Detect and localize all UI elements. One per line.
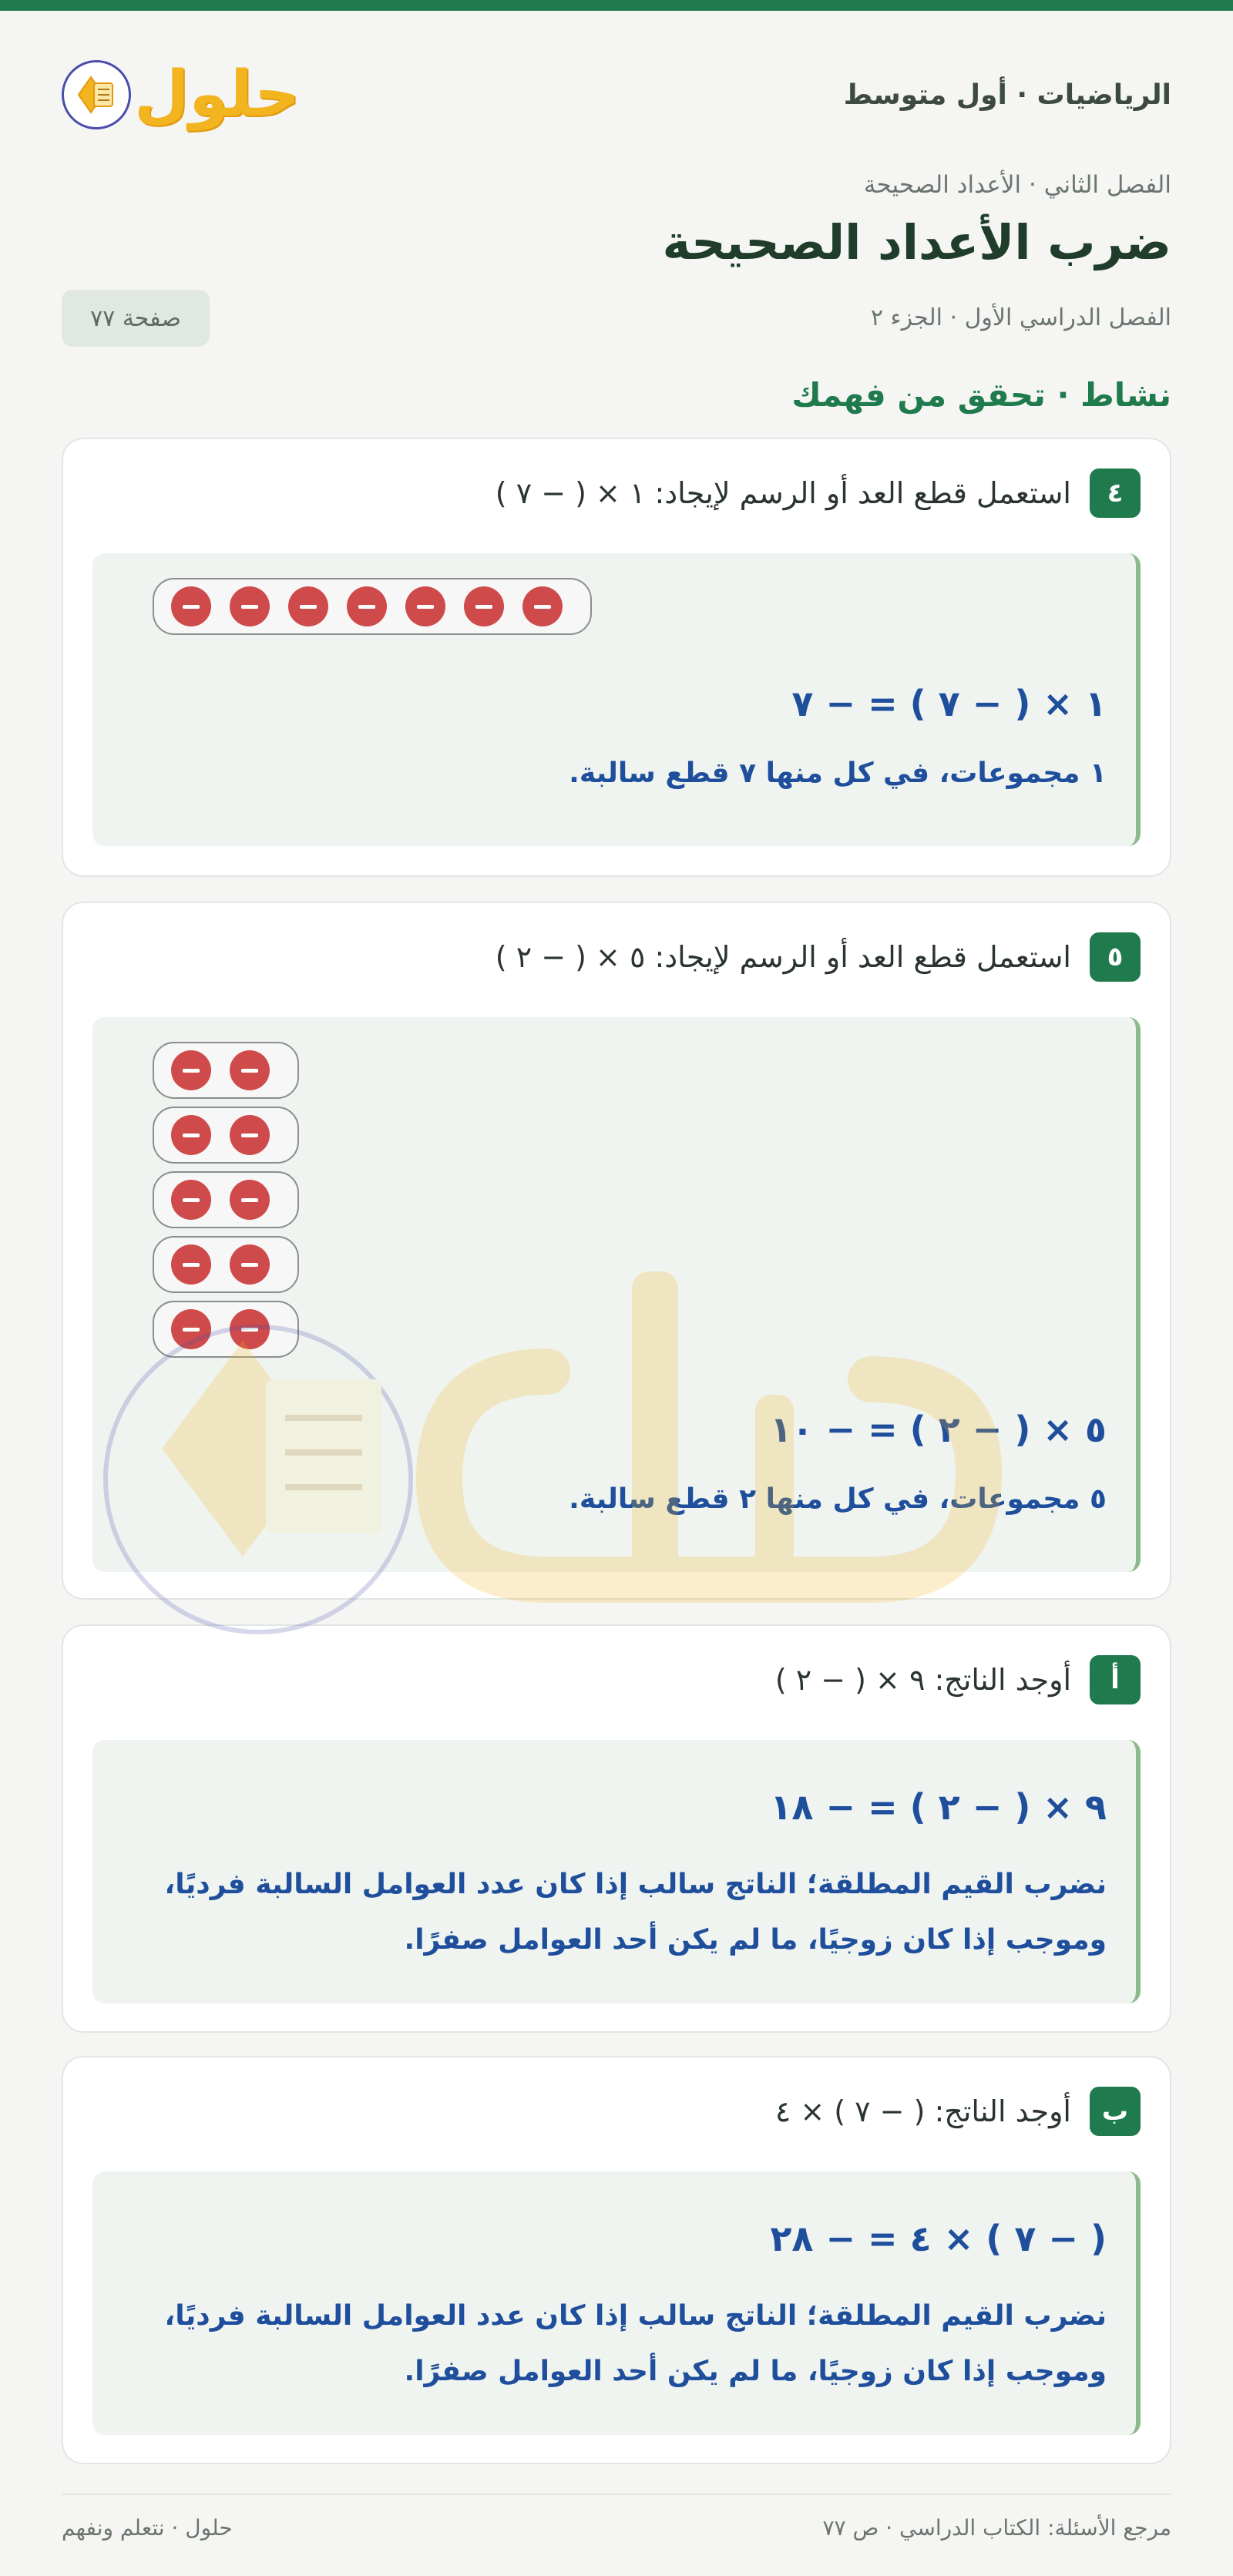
question-header bbox=[94, 1655, 1141, 1704]
book-icon bbox=[62, 60, 131, 129]
answer-explanation bbox=[122, 746, 1107, 801]
negative-counter bbox=[347, 586, 387, 626]
answer-explanation bbox=[122, 1472, 1107, 1527]
answer-equation: ٥ × ( − ٢ ) = − ١٠ bbox=[770, 1409, 1107, 1450]
negative-counter bbox=[464, 586, 504, 626]
counter-group bbox=[153, 578, 592, 635]
page-number-badge: صفحة ٧٧ bbox=[62, 290, 210, 347]
question-prompt: أوجد الناتج: ٩ × ( − ٢ ) bbox=[774, 1663, 1071, 1697]
negative-counter bbox=[230, 586, 270, 626]
negative-counter bbox=[230, 1244, 270, 1285]
answer-box bbox=[92, 1017, 1141, 1572]
answer-explanation bbox=[122, 1857, 1107, 1968]
question-card-b bbox=[62, 2056, 1171, 2464]
question-number-badge: أ bbox=[1090, 1655, 1141, 1704]
negative-counter bbox=[230, 1309, 270, 1349]
counter-group bbox=[153, 1171, 299, 1228]
answer-equation: ١ × ( − ٧ ) = − ٧ bbox=[791, 683, 1107, 724]
question-header bbox=[94, 2087, 1141, 2136]
counter-group bbox=[153, 1236, 299, 1293]
explanation-line: نضرب القيم المطلقة؛ الناتج سالب إذا كان عدد العوامل السالبة فرديًا، bbox=[164, 2300, 1107, 2332]
answer-box bbox=[92, 2171, 1141, 2435]
semester-label: الفصل الدراسي الأول · الجزء ٢ bbox=[870, 304, 1171, 331]
lesson-title: ضرب الأعداد الصحيحة bbox=[662, 214, 1171, 270]
counter-group bbox=[153, 1107, 299, 1164]
negative-counter bbox=[230, 1115, 270, 1155]
counter-group bbox=[153, 1042, 299, 1099]
negative-counter bbox=[171, 1180, 211, 1220]
footer-reference: مرجع الأسئلة: الكتاب الدراسي · ص ٧٧ bbox=[822, 2515, 1171, 2541]
explanation-line: نضرب القيم المطلقة؛ الناتج سالب إذا كان عدد العوامل السالبة فرديًا، bbox=[164, 1869, 1107, 1900]
explanation-line: ٥ مجموعات، في كل منها ٢ قطع سالبة. bbox=[569, 1483, 1107, 1515]
question-number-badge: ب bbox=[1090, 2087, 1141, 2136]
negative-counter bbox=[522, 586, 563, 626]
question-prompt: استعمل قطع العد أو الرسم لإيجاد: ١ × ( − ٧ ) bbox=[495, 476, 1071, 510]
question-number-badge: ٥ bbox=[1090, 932, 1141, 982]
question-prompt: استعمل قطع العد أو الرسم لإيجاد: ٥ × ( − ٢ ) bbox=[495, 940, 1071, 974]
negative-counter bbox=[288, 586, 328, 626]
footer-tagline: حلول · نتعلم ونفهم bbox=[62, 2515, 233, 2541]
negative-counter bbox=[405, 586, 445, 626]
subject-label: الرياضيات · أول متوسط bbox=[843, 79, 1171, 111]
question-card-4 bbox=[62, 438, 1171, 877]
negative-counter bbox=[171, 1115, 211, 1155]
negative-counter bbox=[230, 1180, 270, 1220]
brand-logo[interactable] bbox=[62, 60, 300, 129]
answer-box bbox=[92, 1740, 1141, 2003]
counter-group bbox=[153, 1301, 299, 1358]
question-prompt: أوجد الناتج: ( − ٧ ) × ٤ bbox=[774, 2094, 1071, 2128]
answer-equation: ٩ × ( − ٢ ) = − ١٨ bbox=[770, 1786, 1107, 1828]
negative-counter bbox=[230, 1050, 270, 1090]
question-header bbox=[94, 469, 1141, 518]
top-accent-bar bbox=[0, 0, 1233, 11]
page-footer bbox=[62, 2494, 1171, 2541]
logo-wordmark: حلول bbox=[134, 58, 301, 131]
answer-equation: ( − ٧ ) × ٤ = − ٢٨ bbox=[770, 2218, 1107, 2259]
question-number-badge: ٤ bbox=[1090, 469, 1141, 518]
negative-counter bbox=[171, 1050, 211, 1090]
chapter-breadcrumb: الفصل الثاني · الأعداد الصحيحة bbox=[863, 171, 1171, 199]
question-card-5 bbox=[62, 902, 1171, 1600]
answer-box bbox=[92, 553, 1141, 846]
question-header bbox=[94, 932, 1141, 982]
answer-explanation bbox=[122, 2289, 1107, 2400]
activity-heading: نشاط · تحقق من فهمك bbox=[791, 376, 1171, 414]
negative-counter bbox=[171, 1309, 211, 1349]
explanation-line: وموجب إذا كان زوجيًا، ما لم يكن أحد العوامل صفرًا. bbox=[404, 1924, 1107, 1956]
negative-counter bbox=[171, 1244, 211, 1285]
explanation-line: وموجب إذا كان زوجيًا، ما لم يكن أحد العوامل صفرًا. bbox=[404, 2356, 1107, 2387]
negative-counter bbox=[171, 586, 211, 626]
page-header bbox=[62, 60, 1171, 129]
question-card-a bbox=[62, 1624, 1171, 2033]
explanation-line: ١ مجموعات، في كل منها ٧ قطع سالبة. bbox=[569, 757, 1107, 789]
